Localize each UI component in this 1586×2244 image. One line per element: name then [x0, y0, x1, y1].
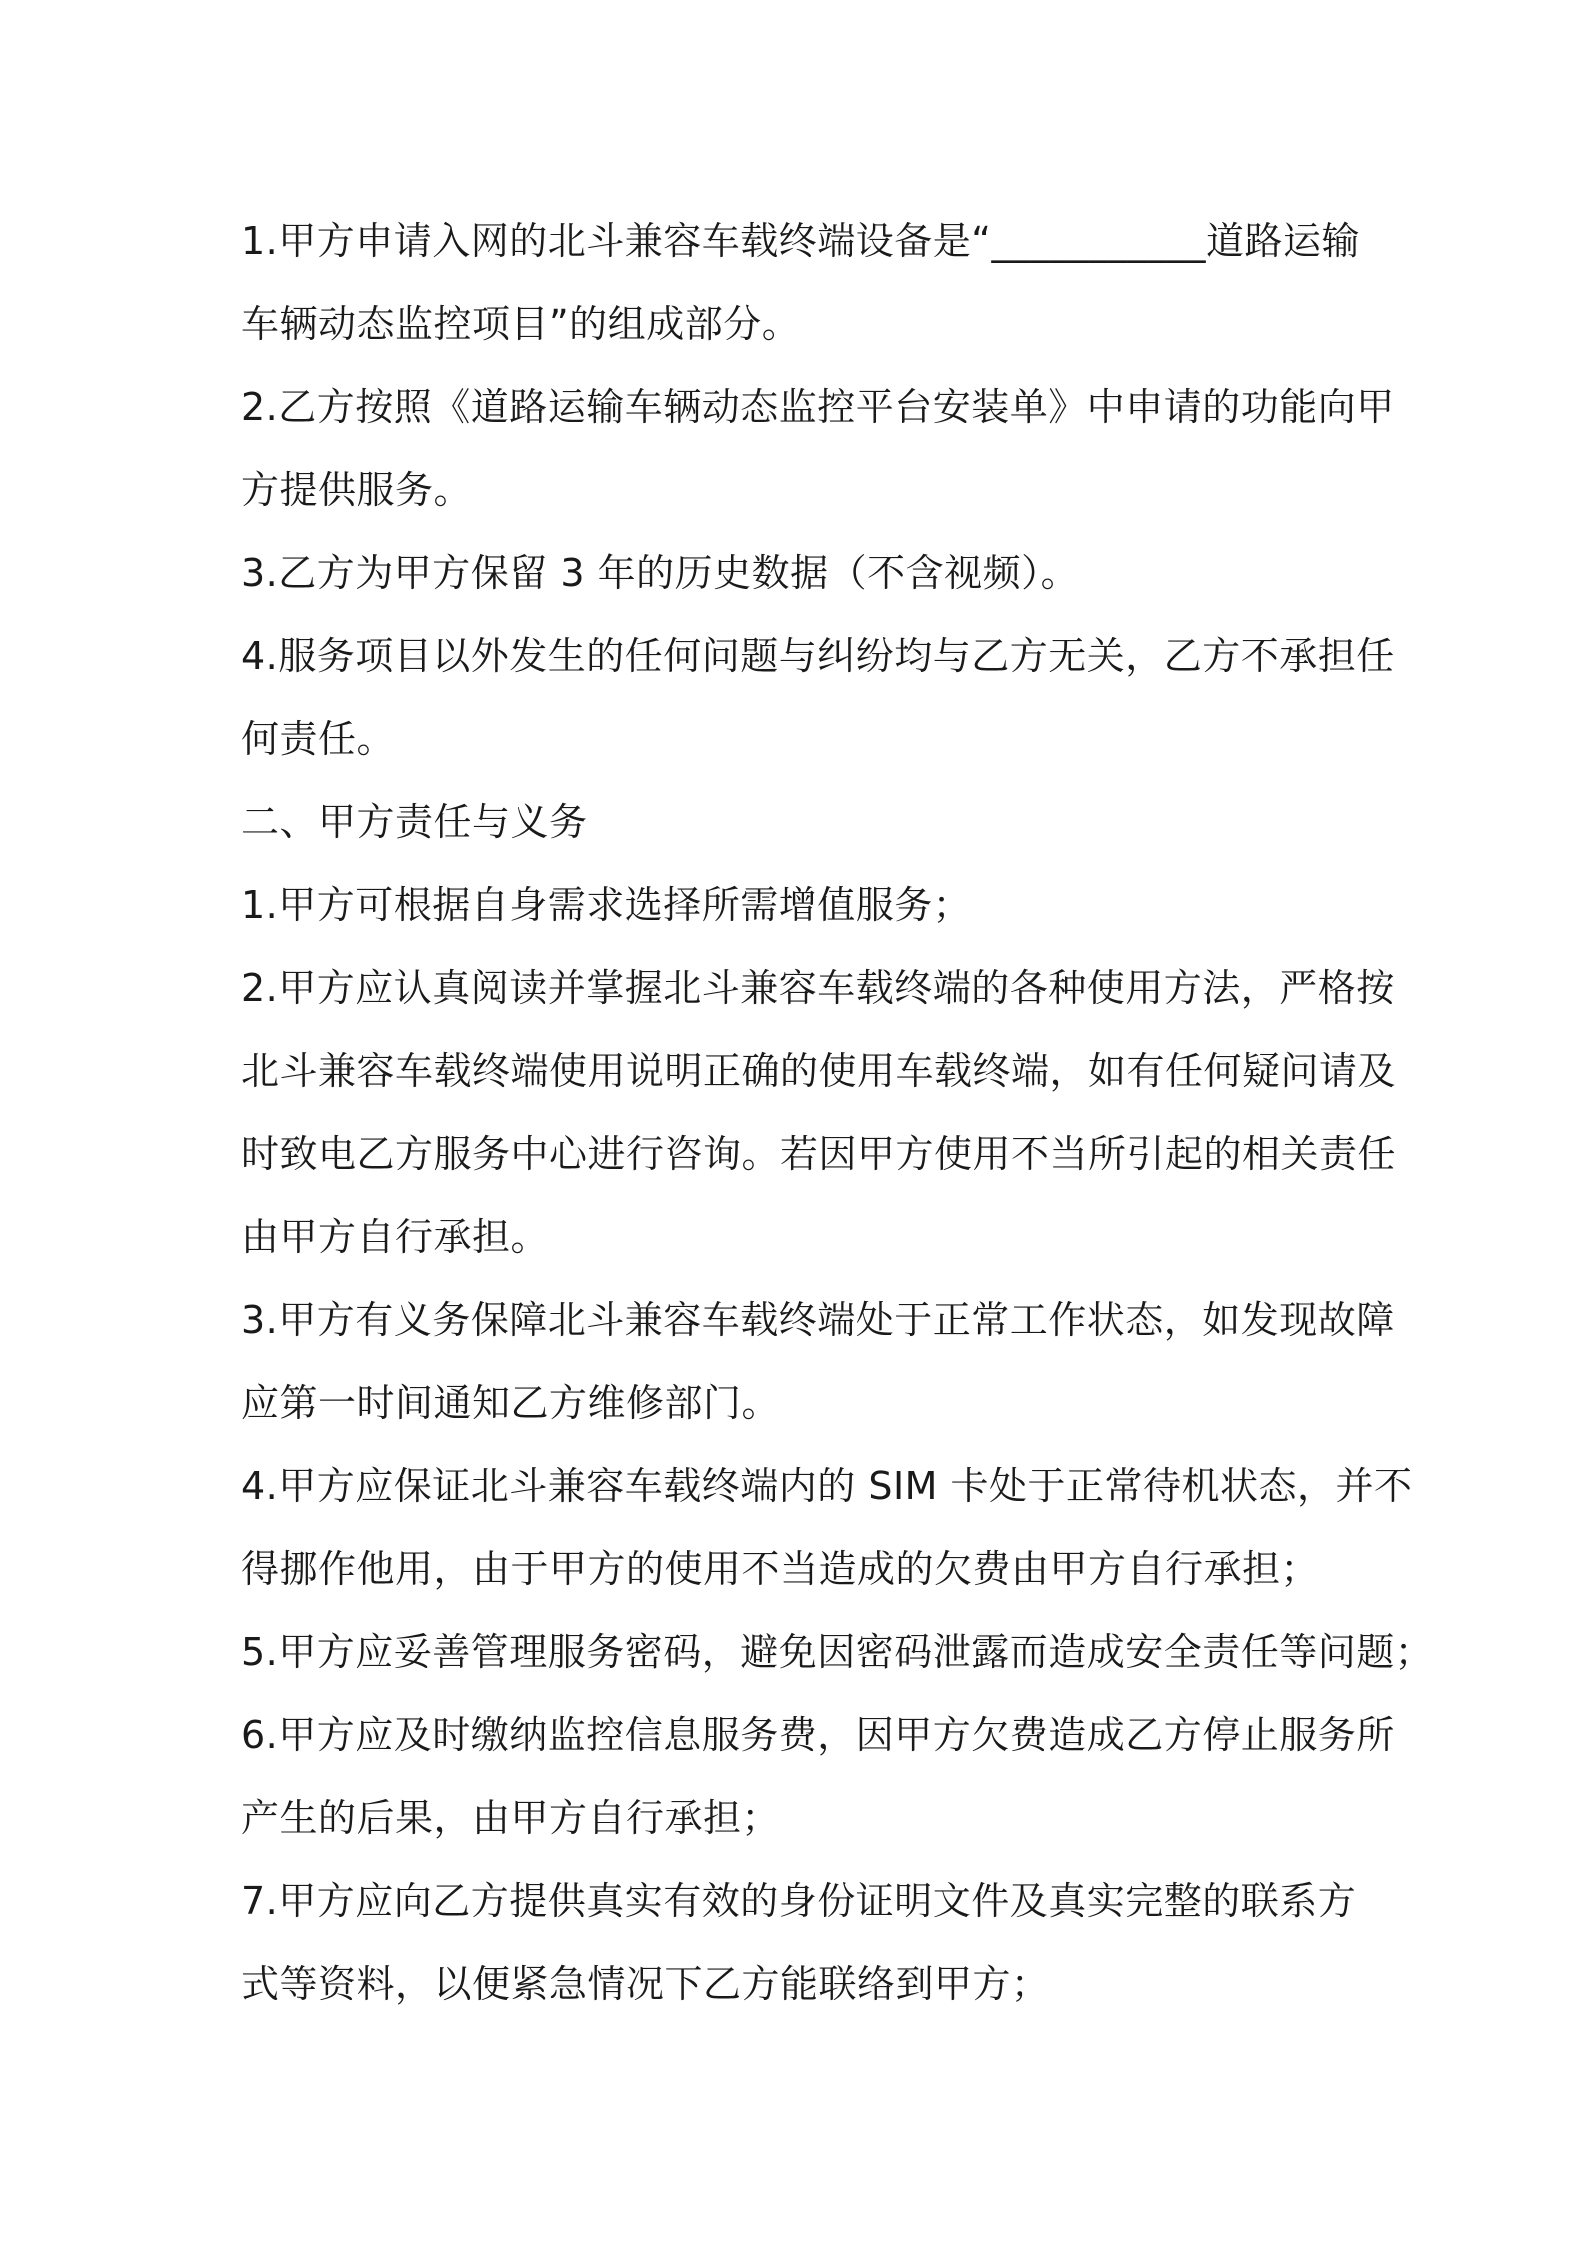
text-line: 3.甲方有义务保障北斗兼容车载终端处于正常工作状态，如发现故障 [241, 1298, 1395, 1342]
text-line: 产生的后果，由甲方自行承担； [241, 1796, 781, 1840]
text-line: 5.甲方应妥善管理服务密码，避免因密码泄露而造成安全责任等问题； [241, 1630, 1434, 1674]
section-heading: 二、甲方责任与义务 [241, 800, 588, 844]
text-line: 应第一时间通知乙方维修部门。 [241, 1381, 781, 1425]
text-line: 何责任。 [241, 717, 396, 761]
text-line: 由甲方自行承担。 [241, 1215, 550, 1259]
text-line: 2.乙方按照《道路运输车辆动态监控平台安装单》中申请的功能向甲 [241, 385, 1395, 429]
text-line: 4.服务项目以外发生的任何问题与纠纷均与乙方无关，乙方不承担任 [241, 634, 1395, 678]
text-line: 方提供服务。 [241, 468, 473, 512]
text-line: 3.乙方为甲方保留 3 年的历史数据（不含视频）。 [241, 551, 1080, 595]
text-line: 4.甲方应保证北斗兼容车载终端内的 SIM 卡处于正常待机状态，并不 [241, 1464, 1413, 1508]
text-line: 式等资料，以便紧急情况下乙方能联络到甲方； [241, 1962, 1050, 2006]
text-line: 7.甲方应向乙方提供真实有效的身份证明文件及真实完整的联系方 [241, 1879, 1357, 1923]
text-line: 得挪作他用，由于甲方的使用不当造成的欠费由甲方自行承担； [241, 1547, 1320, 1591]
text-line: 1.甲方申请入网的北斗兼容车载终端设备是“___________道路运输 [241, 219, 1360, 263]
text-line: 6.甲方应及时缴纳监控信息服务费，因甲方欠费造成乙方停止服务所 [241, 1713, 1395, 1757]
text-line: 1.甲方可根据自身需求选择所需增值服务； [241, 883, 972, 927]
document-body [241, 200, 1434, 2026]
text-line: 2.甲方应认真阅读并掌握北斗兼容车载终端的各种使用方法，严格按 [241, 966, 1395, 1010]
text-line: 时致电乙方服务中心进行咨询。若因甲方使用不当所引起的相关责任 [241, 1132, 1397, 1176]
text-line: 车辆动态监控项目”的组成部分。 [241, 302, 801, 346]
text-line: 北斗兼容车载终端使用说明正确的使用车载终端，如有任何疑问请及 [241, 1049, 1397, 1093]
